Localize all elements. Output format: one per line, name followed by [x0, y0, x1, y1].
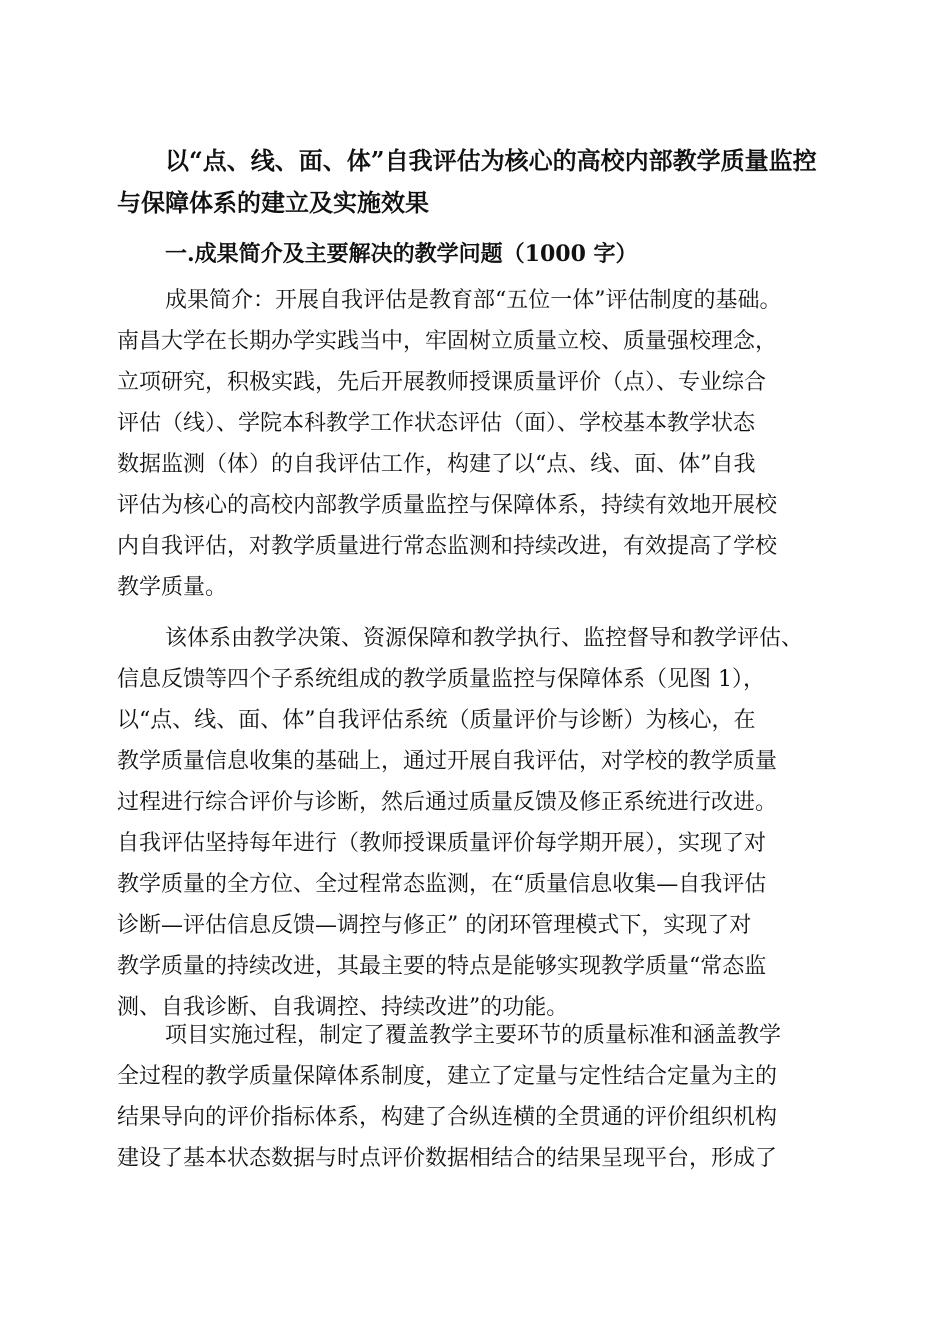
paragraph-line: 全过程的教学质量保障体系制度，建立了定量与定性结合定量为主的 [117, 1064, 778, 1089]
paragraph-line: 内自我评估，对教学质量进行常态监测和持续改进，有效提高了学校 [117, 534, 778, 559]
paragraph-implementation [117, 1015, 857, 1179]
paragraph-line: 过程进行综合评价与诊断，然后通过质量反馈及修正系统进行改进。 [117, 790, 778, 815]
paragraph-line: 数据监测（体）的自我评估工作，构建了以“点、线、面、体”自我 [117, 452, 756, 477]
paragraph-line: 教学质量。 [117, 575, 228, 600]
paragraph-line: 南昌大学在长期办学实践当中，牢固树立质量立校、质量强校理念， [117, 329, 778, 354]
paragraph-line: 教学质量信息收集的基础上，通过开展自我评估，对学校的教学质量 [117, 749, 778, 774]
paragraph-line: 教学质量的持续改进，其最主要的特点是能够实现教学质量“常态监 [117, 954, 767, 979]
paragraph-line: 建设了基本状态数据与时点评价数据相结合的结果呈现平台，形成了 [117, 1146, 778, 1171]
document-title [117, 140, 847, 224]
paragraph-line: 立项研究，积极实践，先后开展教师授课质量评价（点）、专业综合 [117, 370, 767, 395]
paragraph-line: 以“点、线、面、体”自我评估系统（质量评价与诊断）为核心，在 [117, 708, 756, 733]
paragraph-line: 评估（线）、学院本科教学工作状态评估（面）、学校基本教学状态 [117, 411, 756, 436]
paragraph-summary [117, 280, 857, 608]
title-line: 与保障体系的建立及实施效果 [117, 188, 429, 217]
paragraph-line: 自我评估坚持每年进行（教师授课质量评价每学期开展），实现了对 [117, 831, 767, 856]
paragraph-line: 信息反馈等四个子系统组成的教学质量监控与保障体系（见图 1）， [117, 667, 765, 692]
paragraph-line: 教学质量的全方位、全过程常态监测，在“质量信息收集—自我评估 [117, 872, 767, 897]
paragraph-line: 结果导向的评价指标体系，构建了合纵连横的全贯通的评价组织机构 [117, 1105, 778, 1130]
section-heading: 一.成果简介及主要解决的教学问题（1000 字） [165, 241, 638, 267]
paragraph-line: 测、自我诊断、自我调控、持续改进”的功能。 [117, 995, 569, 1020]
paragraph-line: 评估为核心的高校内部教学质量监控与保障体系，持续有效地开展校 [117, 493, 778, 518]
paragraph-system [117, 618, 857, 1028]
title-line: 以“点、线、面、体”自我评估为核心的高校内部教学质量监控 [165, 146, 817, 175]
paragraph-line: 项目实施过程，制定了覆盖教学主要环节的质量标准和涵盖教学 [165, 1023, 782, 1048]
paragraph-line: 诊断—评估信息反馈—调控与修正” 的闭环管理模式下，实现了对 [117, 913, 752, 938]
paragraph-line: 成果简介：开展自我评估是教育部“五位一体”评估制度的基础。 [165, 288, 782, 313]
paragraph-line: 该体系由教学决策、资源保障和教学执行、监控督导和教学评估、 [165, 626, 804, 651]
